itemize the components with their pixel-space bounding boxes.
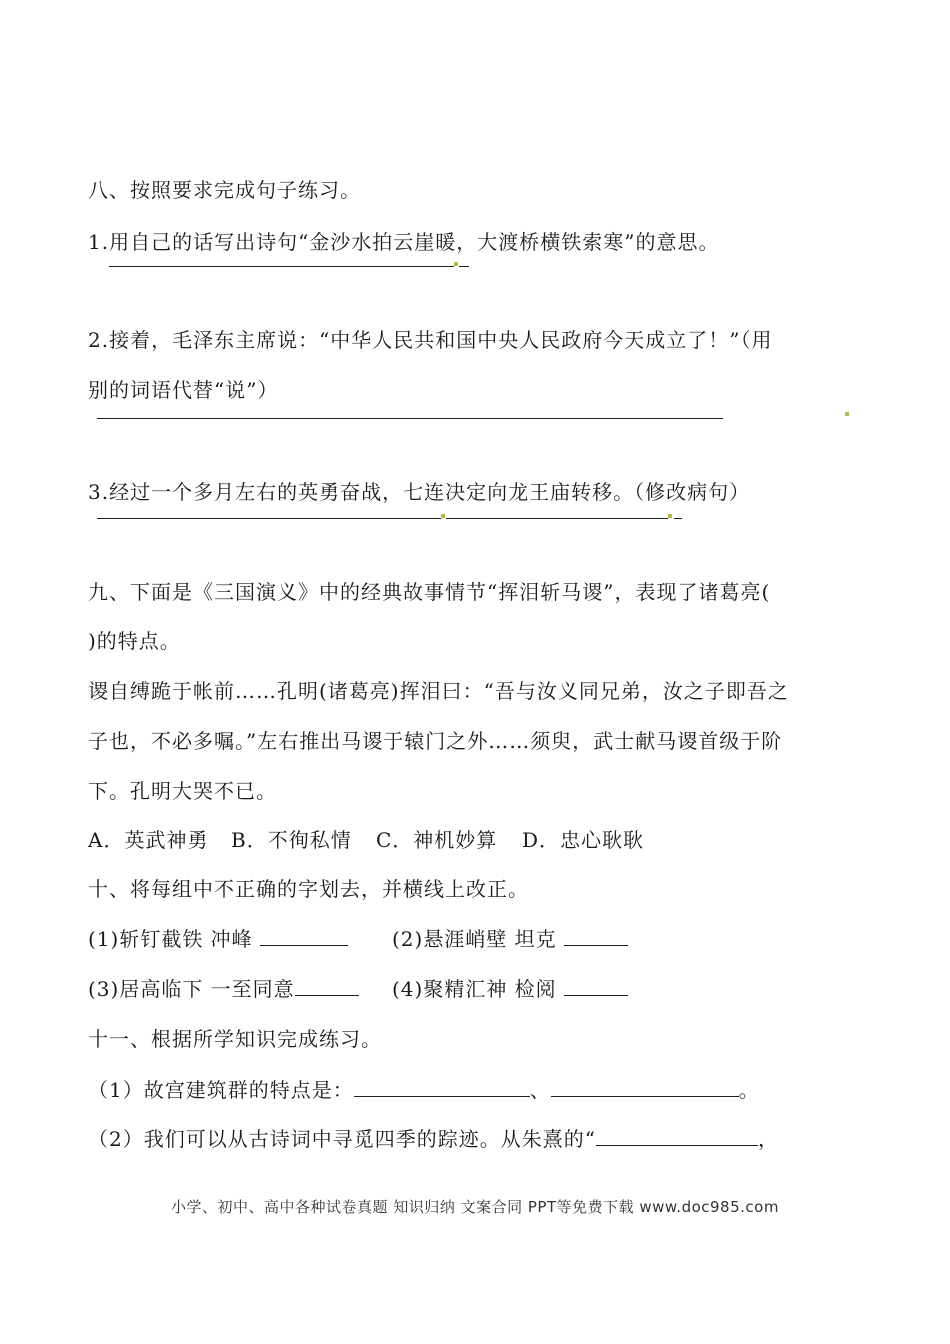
answer-line-8-3-a[interactable] (97, 518, 441, 519)
question-8-2-line2: 别的词语代替“说”） (88, 378, 279, 402)
item-10-2-text: (2)悬涯峭壁 坦克 (392, 927, 557, 951)
item-10-1 (88, 925, 348, 953)
item-10-2 (392, 925, 628, 953)
mark-dot (845, 412, 849, 416)
mark-dot (668, 514, 672, 518)
question-11-2 (88, 1125, 779, 1153)
answer-line-8-1-end (459, 266, 469, 267)
passage-line-2: 子也，不必多嘱。”左右推出马谡于辕门之外……须臾，武士献马谡首级于阶 (88, 729, 783, 753)
mark-dot (441, 514, 445, 518)
item-10-4-text: (4)聚精汇神 检阅 (392, 977, 557, 1001)
blank-10-3[interactable] (295, 975, 359, 996)
question-11-1-prefix: （1）故宫建筑群的特点是： (88, 1078, 354, 1102)
option-c[interactable]: C．神机妙算 (376, 828, 498, 852)
passage-line-3: 下。孔明大哭不已。 (88, 779, 277, 803)
item-10-3 (88, 975, 359, 1003)
blank-11-1-b[interactable] (551, 1076, 739, 1097)
blank-11-1-a[interactable] (354, 1076, 530, 1097)
question-11-2-prefix: （2）我们可以从古诗词中寻觅四季的踪迹。从朱熹的“ (88, 1127, 596, 1151)
question-11-1 (88, 1076, 760, 1104)
question-11-1-sep: 、 (529, 1078, 551, 1102)
blank-10-4[interactable] (564, 975, 628, 996)
question-8-1: 1.用自己的话写出诗句“金沙水拍云崖暖，大渡桥横铁索寒”的意思。 (88, 230, 720, 254)
answer-line-8-1[interactable] (109, 266, 454, 267)
section-9-title-cont: )的特点。 (88, 629, 181, 653)
section-9-title: 九、下面是《三国演义》中的经典故事情节“挥泪斩马谡”，表现了诸葛亮( (88, 580, 771, 604)
section-8-title: 八、按照要求完成句子练习。 (88, 178, 361, 202)
blank-10-1[interactable] (260, 925, 348, 946)
answer-line-8-3-end (674, 518, 682, 519)
option-a[interactable]: A．英武神勇 (88, 828, 209, 852)
passage-line-1: 谡自缚跪于帐前……孔明(诸葛亮)挥泪曰：“吾与汝义同兄弟，汝之子即吾之 (88, 679, 789, 703)
question-11-1-end: 。 (738, 1078, 760, 1102)
blank-11-2[interactable] (596, 1125, 758, 1146)
blank-10-2[interactable] (564, 925, 628, 946)
item-10-1-text: (1)斩钉截铁 冲峰 (88, 927, 253, 951)
question-8-2-line1: 2.接着，毛泽东主席说：“中华人民共和国中央人民政府今天成立了！”（用 (88, 328, 773, 352)
section-11-title: 十一、根据所学知识完成练习。 (88, 1027, 382, 1051)
question-11-2-end: ， (757, 1127, 779, 1151)
option-b[interactable]: B．不徇私情 (231, 828, 352, 852)
option-d[interactable]: D．忠心耿耿 (522, 828, 645, 852)
footer-watermark: 小学、初中、高中各种试卷真题 知识归纳 文案合同 PPT等免费下载 www.doc985.com (171, 1198, 779, 1216)
answer-line-8-3-b[interactable] (446, 518, 668, 519)
mark-dot (454, 262, 458, 266)
question-8-3: 3.经过一个多月左右的英勇奋战，七连决定向龙王庙转移。（修改病句） (88, 480, 751, 504)
item-10-3-text: (3)居高临下 一至同意 (88, 977, 295, 1001)
answer-line-8-2[interactable] (97, 418, 723, 419)
section-10-title: 十、将每组中不正确的字划去，并横线上改正。 (88, 877, 529, 901)
item-10-4 (392, 975, 628, 1003)
